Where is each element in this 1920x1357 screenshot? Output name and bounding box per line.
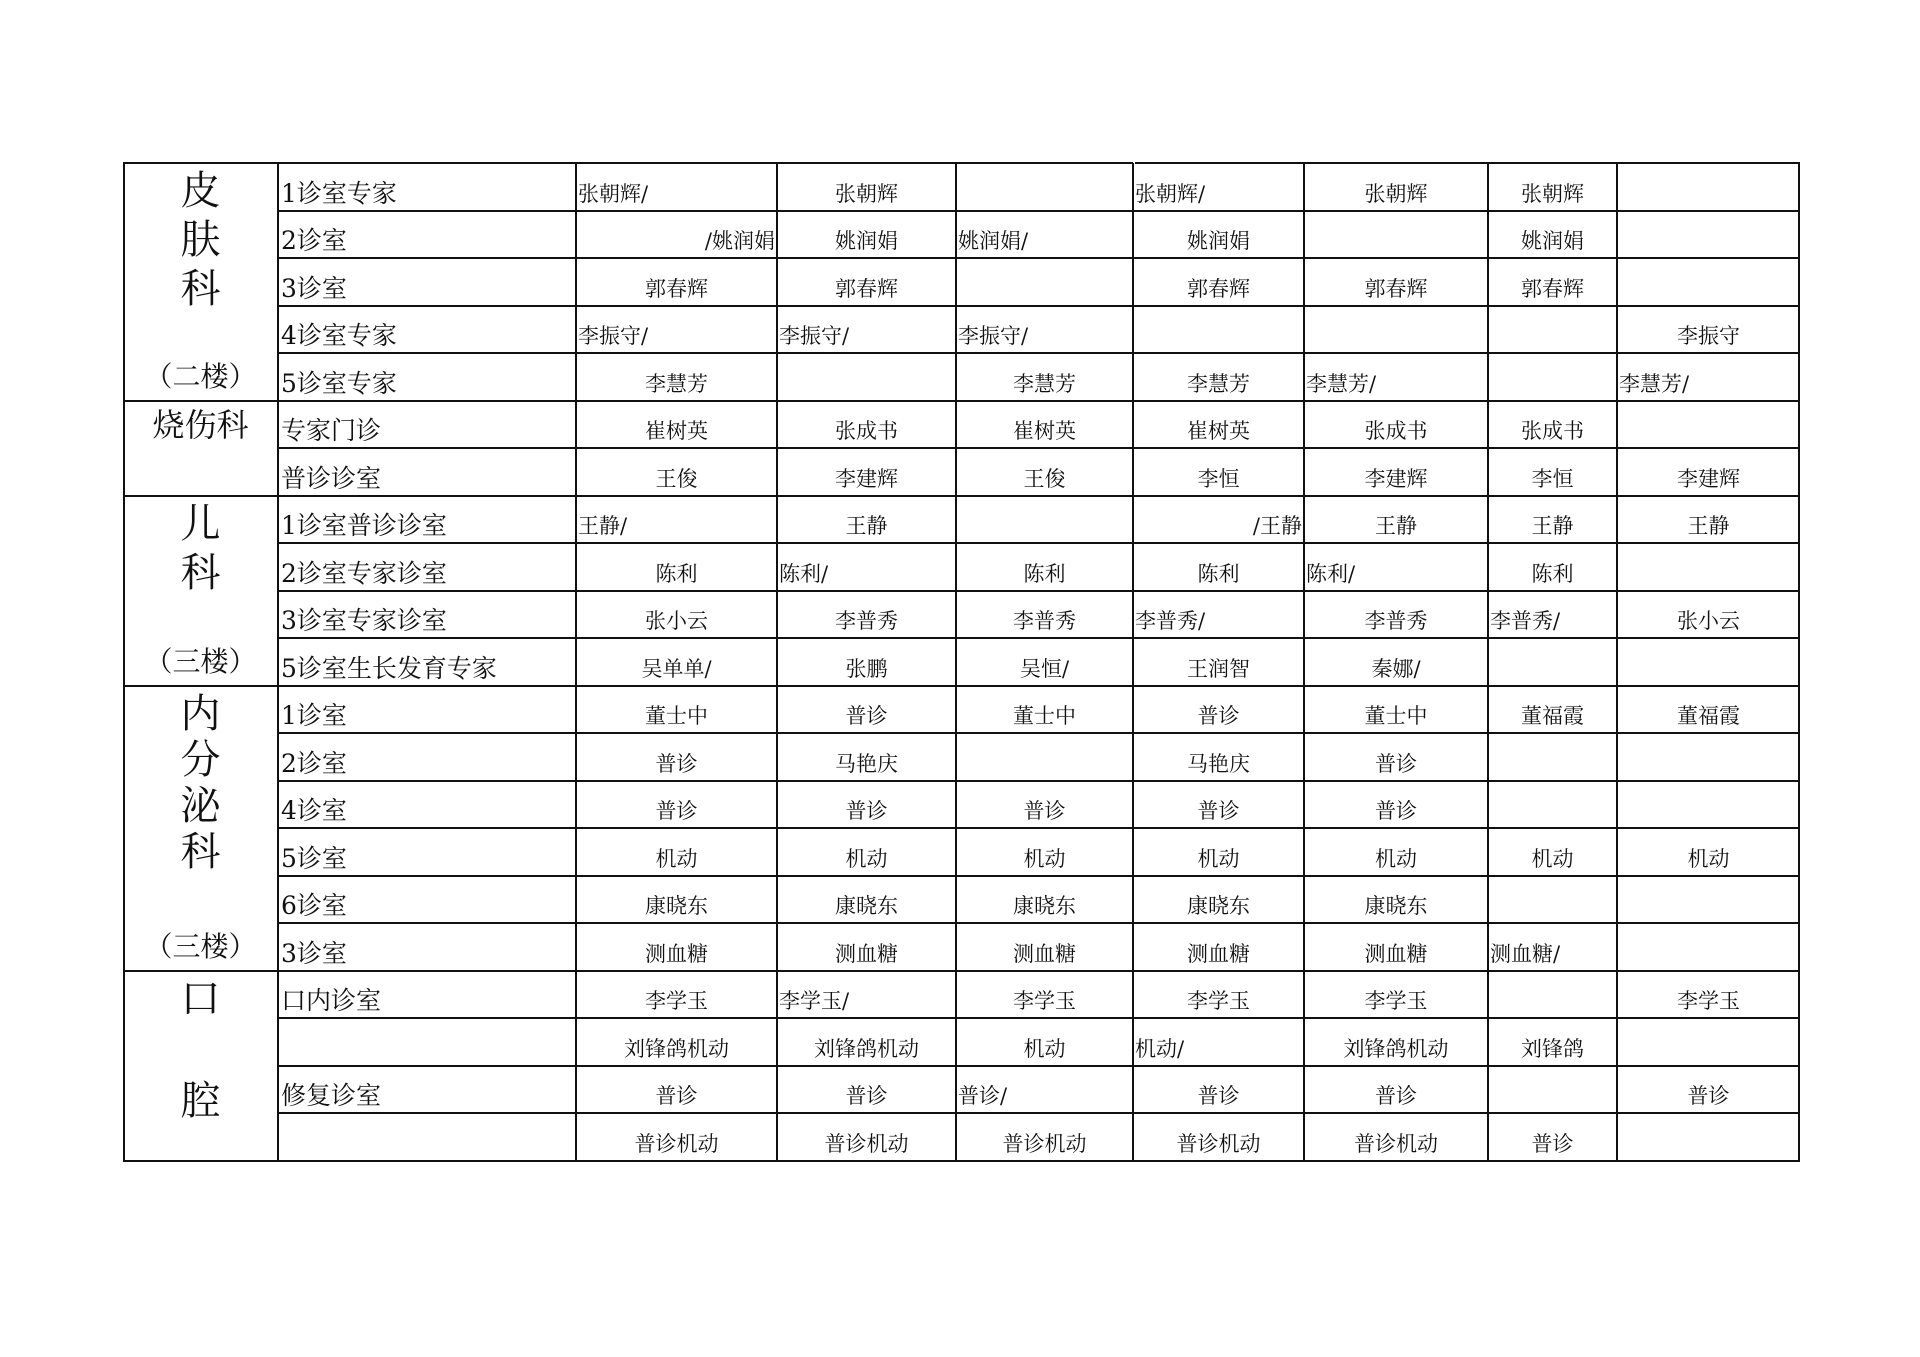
department-name: 烧伤科 — [152, 405, 249, 444]
schedule-cell: 机动 — [1375, 846, 1417, 871]
department-name: 科 — [180, 549, 221, 596]
grid-line — [123, 1160, 1800, 1162]
schedule-cell: 李学玉 — [1677, 989, 1740, 1014]
schedule-cell: 李慧芳/ — [1619, 371, 1690, 396]
schedule-cell — [1617, 211, 1800, 259]
schedule-cell: 秦娜/ — [1371, 656, 1421, 681]
room-label: 3诊室 — [281, 273, 347, 303]
schedule-cell: 普诊机动 — [1002, 1131, 1087, 1156]
room-label: 4诊室 — [281, 796, 347, 826]
schedule-cell: 刘锋鸽机动 — [624, 1036, 729, 1061]
schedule-cell — [1617, 1113, 1800, 1161]
schedule-cell: 李学玉 — [1013, 989, 1076, 1014]
schedule-cell: 普诊机动 — [824, 1131, 909, 1156]
room-label: 2诊室 — [281, 748, 347, 778]
schedule-cell: 李普秀 — [1364, 609, 1428, 634]
schedule-cell — [1617, 781, 1800, 829]
schedule-cell — [1617, 163, 1800, 211]
schedule-cell: 张小云 — [1677, 609, 1740, 634]
schedule-cell: 机动 — [1197, 846, 1240, 871]
schedule-cell: 李建辉 — [1677, 466, 1740, 491]
schedule-cell: 普诊 — [1531, 1131, 1574, 1156]
grid-line — [123, 162, 1133, 164]
schedule-cell — [1488, 638, 1617, 686]
department-name: 泌 — [180, 782, 221, 829]
schedule-cell: 陈利 — [1531, 561, 1574, 586]
schedule-cell: 姚润娟/ — [958, 229, 1029, 254]
schedule-cell: 董福霞 — [1677, 704, 1740, 729]
schedule-cell: 李振守/ — [578, 324, 649, 349]
grid-line — [123, 163, 125, 1161]
room-label: 1诊室 — [281, 701, 347, 731]
room-label: 6诊室 — [281, 891, 347, 921]
schedule-cell: 普诊 — [1375, 1084, 1417, 1109]
schedule-cell: 测血糖 — [1364, 941, 1428, 966]
schedule-cell: 姚润娟 — [1521, 229, 1584, 254]
schedule-cell: 吴恒/ — [1019, 656, 1070, 681]
schedule-cell: 普诊/ — [958, 1084, 1008, 1109]
department-name: 内 — [180, 690, 221, 737]
schedule-cell — [956, 258, 1133, 306]
schedule-cell: 郭春辉 — [835, 276, 898, 301]
room-label: 5诊室生长发育专家 — [281, 653, 497, 683]
schedule-cell: 姚润娟 — [835, 229, 898, 254]
schedule-cell: 李恒 — [1531, 466, 1574, 491]
schedule-cell: 王静 — [1687, 514, 1730, 539]
schedule-cell — [1488, 353, 1617, 401]
schedule-cell: 郭春辉 — [1187, 276, 1250, 301]
room-label — [278, 1113, 576, 1161]
schedule-cell: 陈利/ — [1306, 561, 1356, 586]
schedule-cell: 崔树英 — [1013, 419, 1076, 444]
schedule-cell — [1488, 781, 1617, 829]
schedule-cell — [956, 733, 1133, 781]
department-name: 腔 — [180, 1077, 221, 1124]
schedule-cell — [1617, 638, 1800, 686]
schedule-cell: 王静/ — [578, 514, 628, 539]
schedule-cell: 张朝辉 — [835, 181, 898, 206]
schedule-cell: 马艳庆 — [835, 751, 898, 776]
schedule-cell: 郭春辉 — [1521, 276, 1584, 301]
schedule-cell: 机动 — [1023, 846, 1066, 871]
schedule-cell — [1617, 876, 1800, 924]
schedule-cell: 吴单单/ — [641, 656, 712, 681]
room-label: 3诊室专家诊室 — [281, 606, 447, 636]
schedule-cell: 普诊 — [845, 1084, 888, 1109]
grid-line — [575, 163, 577, 1161]
schedule-cell: 普诊 — [655, 799, 698, 824]
grid-line — [1798, 163, 1800, 1161]
schedule-cell: 机动 — [1687, 846, 1730, 871]
room-label: 2诊室专家诊室 — [281, 558, 447, 588]
schedule-cell — [956, 163, 1133, 211]
schedule-cell: 董士中 — [1364, 704, 1428, 729]
schedule-cell: 李振守/ — [779, 324, 850, 349]
schedule-cell: 普诊 — [1197, 704, 1240, 729]
schedule-cell — [1617, 733, 1800, 781]
schedule-cell: 张朝辉/ — [578, 181, 649, 206]
schedule-cell: 李普秀/ — [1490, 609, 1561, 634]
schedule-cell: 李慧芳 — [1187, 371, 1250, 396]
schedule-cell: 李建辉 — [835, 466, 898, 491]
schedule-cell: 李普秀/ — [1135, 609, 1206, 634]
department-name: 儿 — [180, 500, 221, 547]
schedule-cell: 测血糖 — [1013, 941, 1076, 966]
schedule-cell: 李恒 — [1197, 466, 1240, 491]
schedule-cell: 张小云 — [645, 609, 708, 634]
room-label: 3诊室 — [281, 938, 347, 968]
schedule-cell: 普诊 — [1687, 1084, 1730, 1109]
room-label: 1诊室专家 — [281, 178, 397, 208]
schedule-cell: 王俊 — [1023, 466, 1066, 491]
grid-line — [277, 163, 279, 1161]
schedule-cell: 王俊 — [655, 466, 698, 491]
schedule-cell: 普诊 — [1375, 751, 1417, 776]
schedule-cell — [1488, 306, 1617, 354]
schedule-cell — [1617, 258, 1800, 306]
schedule-cell: 李慧芳 — [645, 371, 708, 396]
schedule-cell: 康晓东 — [835, 894, 898, 919]
schedule-cell: 普诊机动 — [634, 1131, 719, 1156]
schedule-cell: 董士中 — [645, 704, 708, 729]
schedule-cell: 刘锋鸽机动 — [814, 1036, 919, 1061]
department-floor: （三楼） — [144, 644, 257, 678]
schedule-cell — [1488, 971, 1617, 1019]
schedule-cell — [956, 496, 1133, 544]
schedule-cell: 李学玉/ — [779, 989, 850, 1014]
grid-line — [1132, 163, 1134, 1161]
schedule-cell: 李普秀 — [1013, 609, 1076, 634]
schedule-cell: 普诊 — [1023, 799, 1066, 824]
schedule-cell — [1617, 543, 1800, 591]
schedule-cell — [1304, 306, 1488, 354]
schedule-cell: 王静 — [1531, 514, 1574, 539]
schedule-cell: 姚润娟 — [1187, 229, 1250, 254]
grid-line — [1616, 163, 1618, 1161]
schedule-cell: 普诊 — [655, 1084, 698, 1109]
department-name: 科 — [180, 266, 221, 312]
schedule-cell: 王静 — [1375, 514, 1417, 539]
schedule-cell: 普诊 — [845, 704, 888, 729]
schedule-cell: 机动 — [845, 846, 888, 871]
schedule-cell: 测血糖 — [835, 941, 898, 966]
clinic-schedule-table — [123, 163, 1800, 1161]
schedule-cell: 刘锋鸽机动 — [1343, 1036, 1449, 1061]
grid-line — [1303, 163, 1305, 1161]
schedule-cell: 李学玉 — [1187, 989, 1250, 1014]
grid-line — [1487, 163, 1489, 1161]
schedule-cell: /姚润娟 — [704, 229, 775, 254]
schedule-cell: 机动 — [1531, 846, 1574, 871]
department-name: 分 — [180, 736, 221, 783]
schedule-cell: 张鹏 — [845, 656, 888, 681]
room-label — [278, 1018, 576, 1066]
schedule-cell: 李普秀 — [835, 609, 898, 634]
schedule-cell: 李建辉 — [1364, 466, 1428, 491]
schedule-cell: 马艳庆 — [1187, 751, 1250, 776]
schedule-cell: 机动 — [655, 846, 698, 871]
department-name: 皮 — [180, 168, 221, 214]
schedule-cell: 普诊机动 — [1354, 1131, 1438, 1156]
schedule-cell: 普诊机动 — [1176, 1131, 1261, 1156]
schedule-cell: 测血糖 — [645, 941, 708, 966]
schedule-cell: 李振守 — [1677, 324, 1740, 349]
room-label: 专家门诊 — [281, 416, 382, 446]
room-label: 5诊室专家 — [281, 368, 397, 398]
schedule-cell: 王润智 — [1187, 656, 1250, 681]
schedule-cell — [1488, 733, 1617, 781]
schedule-cell: 张朝辉 — [1364, 181, 1428, 206]
schedule-cell: 康晓东 — [645, 894, 708, 919]
schedule-cell: 郭春辉 — [1364, 276, 1428, 301]
schedule-cell: 测血糖 — [1187, 941, 1250, 966]
schedule-cell: 崔树英 — [645, 419, 708, 444]
schedule-cell: 普诊 — [655, 751, 698, 776]
grid-line — [955, 163, 957, 1161]
room-label: 1诊室普诊诊室 — [281, 511, 447, 541]
schedule-cell — [1488, 1066, 1617, 1114]
room-label: 2诊室 — [281, 226, 347, 256]
schedule-cell: 普诊 — [1375, 799, 1417, 824]
schedule-cell — [1617, 401, 1800, 449]
department-name: 口 — [180, 975, 221, 1022]
schedule-cell — [1488, 876, 1617, 924]
room-label: 修复诊室 — [281, 1081, 382, 1111]
schedule-cell: 张朝辉 — [1521, 181, 1584, 206]
schedule-cell — [1133, 306, 1304, 354]
schedule-cell: 机动 — [1023, 1036, 1066, 1061]
schedule-cell: 陈利 — [655, 561, 698, 586]
department-name: 肤 — [180, 217, 221, 263]
schedule-cell: 普诊 — [1197, 1084, 1240, 1109]
grid-line — [776, 163, 778, 1161]
schedule-cell — [1617, 923, 1800, 971]
room-label: 4诊室专家 — [281, 321, 397, 351]
schedule-cell: 康晓东 — [1013, 894, 1076, 919]
schedule-cell: 陈利/ — [779, 561, 829, 586]
room-label: 普诊诊室 — [281, 463, 382, 493]
schedule-cell: 康晓东 — [1187, 894, 1250, 919]
schedule-cell: 康晓东 — [1364, 894, 1428, 919]
schedule-cell: 张朝辉/ — [1135, 181, 1206, 206]
schedule-cell: 李振守/ — [958, 324, 1029, 349]
schedule-cell: 陈利 — [1023, 561, 1066, 586]
department-floor: （二楼） — [144, 359, 257, 393]
schedule-cell: 张成书 — [1364, 419, 1428, 444]
schedule-cell: 普诊 — [1197, 799, 1240, 824]
schedule-cell: 李慧芳/ — [1306, 371, 1377, 396]
room-label: 口内诊室 — [281, 986, 382, 1016]
schedule-cell: 张成书 — [1521, 419, 1584, 444]
schedule-cell: 李学玉 — [1364, 989, 1428, 1014]
room-label: 5诊室 — [281, 843, 347, 873]
schedule-cell — [1617, 1018, 1800, 1066]
schedule-cell: /王静 — [1252, 514, 1302, 539]
schedule-cell: 郭春辉 — [645, 276, 708, 301]
schedule-cell: 普诊 — [845, 799, 888, 824]
schedule-cell: 测血糖/ — [1490, 941, 1561, 966]
schedule-cell — [1304, 211, 1488, 259]
schedule-cell — [777, 353, 956, 401]
schedule-cell: 李慧芳 — [1013, 371, 1076, 396]
schedule-cell: 刘锋鸽 — [1521, 1036, 1584, 1061]
schedule-cell: 李学玉 — [645, 989, 708, 1014]
schedule-cell: 张成书 — [835, 419, 898, 444]
department-floor: （三楼） — [144, 929, 257, 963]
grid-line — [1135, 162, 1800, 164]
schedule-cell: 机动/ — [1135, 1036, 1185, 1061]
schedule-cell: 王静 — [845, 514, 888, 539]
schedule-cell: 陈利 — [1197, 561, 1240, 586]
schedule-cell: 董福霞 — [1521, 704, 1584, 729]
department-name: 科 — [180, 828, 221, 875]
schedule-cell: 崔树英 — [1187, 419, 1250, 444]
schedule-cell: 董士中 — [1013, 704, 1076, 729]
